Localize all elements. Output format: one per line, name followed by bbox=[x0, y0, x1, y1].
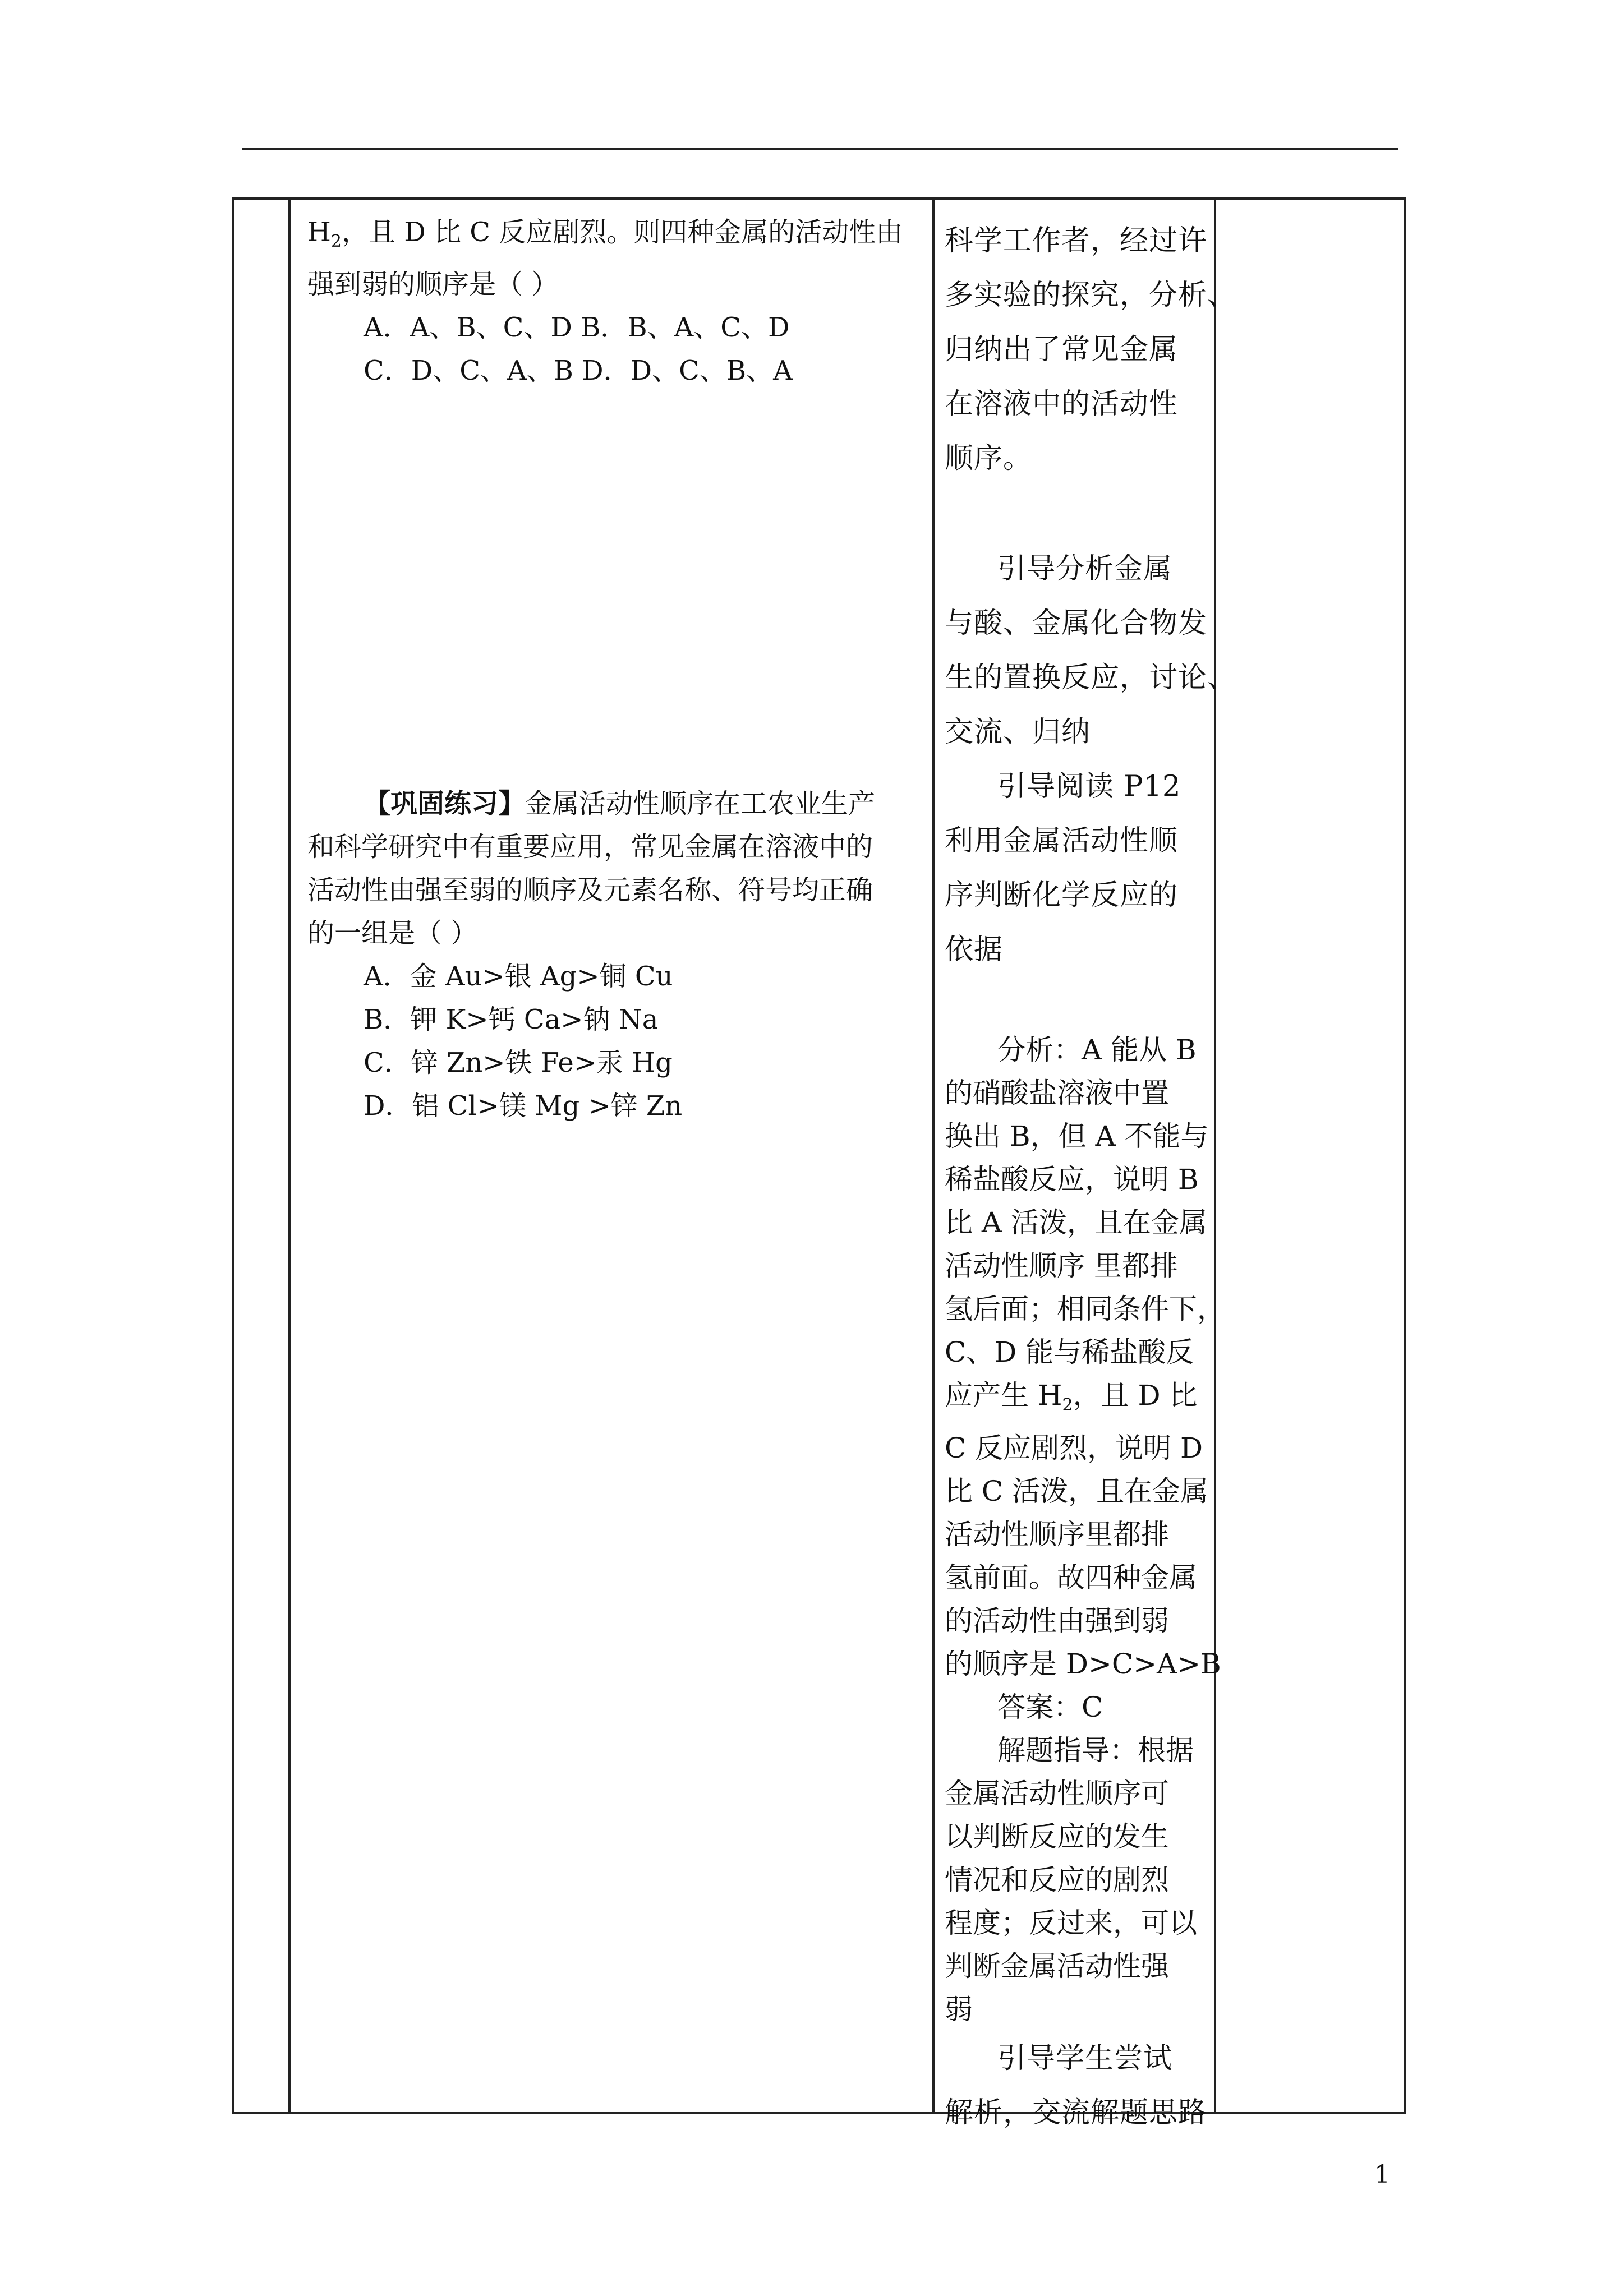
note-line: 序判断化学反应的 bbox=[945, 879, 1179, 912]
question-line: 强到弱的顺序是（ ） bbox=[307, 269, 559, 300]
answer-line: 答案：C bbox=[997, 1691, 1103, 1723]
note-line: 科学工作者，经过许 bbox=[945, 224, 1208, 257]
column-divider bbox=[288, 200, 291, 2112]
answer-line: 应产生 $H_2$，且 D 比 bbox=[945, 1379, 1198, 1415]
practice-line: 【巩固练习】金属活动性顺序在工农业生产 bbox=[364, 788, 876, 819]
page-number: 1 bbox=[1374, 2160, 1390, 2189]
answer-line: 稀盐酸反应，说明 B bbox=[945, 1163, 1199, 1196]
answer-line: 比 A 活泼，且在金属 bbox=[945, 1206, 1207, 1239]
note-line: 交流、归纳 bbox=[945, 716, 1091, 749]
answer-line: 解析，交流解题思路 bbox=[945, 2096, 1208, 2129]
question-options: A．A、B、C、D B．B、A、C、D bbox=[364, 312, 790, 343]
answer-line: 以判断反应的发生 bbox=[945, 1820, 1169, 1853]
answer-line: 程度；反过来，可以 bbox=[945, 1907, 1197, 1939]
answer-line: 判断金属活动性强 bbox=[945, 1950, 1169, 1983]
answer-line: 活动性顺序 里都排 bbox=[945, 1250, 1178, 1282]
practice-line: 活动性由强至弱的顺序及元素名称、符号均正确 bbox=[307, 874, 873, 906]
answer-line: 解题指导：根据 bbox=[997, 1734, 1194, 1767]
practice-option: A．金 Au>银 Ag>铜 Cu bbox=[364, 961, 673, 992]
answer-line: 情况和反应的剧烈 bbox=[945, 1864, 1169, 1896]
practice-option: D．铝 Cl>镁 Mg >锌 Zn bbox=[364, 1090, 683, 1122]
answer-line: C、D 能与稀盐酸反 bbox=[945, 1336, 1194, 1368]
notes-column bbox=[945, 214, 1237, 2140]
question-line: $H_2$，且 D 比 C 反应剧烈。则四种金属的活动性由 bbox=[307, 216, 903, 251]
practice-option: B．钾 K>钙 Ca>钠 Na bbox=[364, 1004, 659, 1035]
answer-line: C 反应剧烈，说明 D bbox=[945, 1432, 1203, 1464]
lesson-table bbox=[232, 197, 1406, 2129]
answer-line: 活动性顺序里都排 bbox=[945, 1518, 1169, 1551]
note-line: 顺序。 bbox=[945, 442, 1033, 475]
answer-line: 氢后面；相同条件下， bbox=[945, 1293, 1225, 1325]
note-line: 多实验的探究，分析、 bbox=[945, 279, 1237, 312]
answer-line: 氢前面。故四种金属 bbox=[945, 1561, 1197, 1594]
answer-line: 分析：A 能从 B bbox=[997, 1034, 1197, 1066]
note-line: 与酸、金属化合物发 bbox=[945, 607, 1208, 640]
note-line: 在溶液中的活动性 bbox=[945, 388, 1179, 421]
answer-line: 金属活动性顺序可 bbox=[945, 1777, 1169, 1810]
question-column bbox=[307, 211, 919, 1128]
answer-line: 引导学生尝试 bbox=[997, 2042, 1173, 2075]
column-divider bbox=[932, 200, 935, 2112]
question-options: C．D、C、A、B D．D、C、B、A bbox=[364, 355, 793, 386]
note-line: 利用金属活动性顺 bbox=[945, 824, 1179, 857]
note-line: 生的置换反应，讨论、 bbox=[945, 661, 1237, 694]
column-divider bbox=[1214, 200, 1216, 2112]
note-line: 引导阅读 P12 bbox=[997, 770, 1181, 803]
answer-line: 的活动性由强到弱 bbox=[945, 1605, 1169, 1637]
note-line: 归纳出了常见金属 bbox=[945, 333, 1179, 366]
answer-line: 比 C 活泼，且在金属 bbox=[945, 1475, 1209, 1507]
header-rule bbox=[242, 148, 1398, 150]
answer-line: 换出 B，但 A 不能与 bbox=[945, 1120, 1209, 1152]
note-line: 引导分析金属 bbox=[997, 552, 1173, 585]
answer-line: 的顺序是 D>C>A>B bbox=[945, 1648, 1221, 1680]
answer-line: 弱 bbox=[945, 1993, 973, 2026]
practice-line: 的一组是（ ） bbox=[307, 918, 478, 949]
practice-title: 【巩固练习】 bbox=[364, 788, 526, 819]
answer-line: 的硝酸盐溶液中置 bbox=[945, 1077, 1169, 1109]
practice-option: C．锌 Zn>铁 Fe>汞 Hg bbox=[364, 1047, 673, 1078]
practice-line: 和科学研究中有重要应用，常见金属在溶液中的 bbox=[307, 831, 873, 863]
note-line: 依据 bbox=[945, 933, 1004, 966]
